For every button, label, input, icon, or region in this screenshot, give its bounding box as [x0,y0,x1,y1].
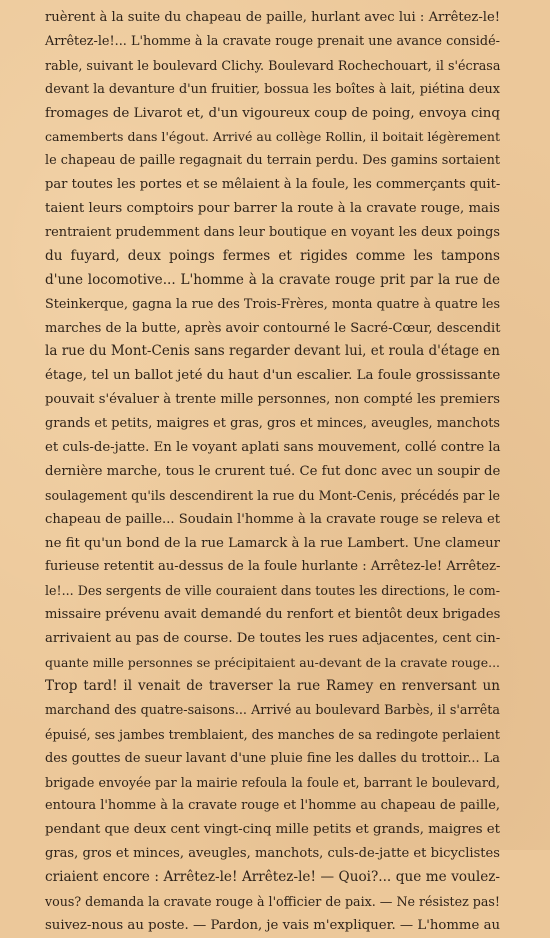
text-line-1: ruèrent à la suite du chapeau de paille, hurlant avec lui : Arrêtez-le! [45,10,500,25]
text-line-29: Trop tard! il venait de traverser la rue Ramey en renversant un [45,677,500,694]
text-line-16: étage, tel un ballot jeté du haut d'un escalier. La foule grossissante [45,368,501,384]
text-line-39: suivez-nous au poste. — Pardon, je vais m'expliquer. — L'homme au [45,917,500,933]
page-text-body [45,6,500,938]
text-line-5: fromages de Livarot et, d'un vigoureux coup de poing, envoya cinq [45,105,500,121]
text-line-30: marchand des quatre-saisons... Arrivé au boulevard Barbès, il s'arrêta [45,702,500,718]
text-line-32: des gouttes de sueur lavant d'une pluie fine les dalles du trottoir... La [45,750,500,766]
text-line-26: missaire prévenu avait demandé du renfort et bientôt deux brigades [45,607,501,623]
text-line-12: d'une locomotive... L'homme à la cravate rouge prit par la rue de [45,271,500,288]
text-line-2: Arrêtez-le!... L'homme à la cravate rouge prenait une avance considé- [45,33,500,49]
text-line-23: ne fit qu'un bond de la rue Lamarck à la rue Lambert. Une clameur [45,535,500,551]
text-line-35: pendant que deux cent vingt-cinq mille petits et grands, maigres et [45,822,500,838]
text-line-9: taient leurs comptoirs pour barrer la route à la cravate rouge, mais [45,201,500,217]
text-line-37: criaient encore : Arrêtez-le! Arrêtez-le! — Quoi?... que me voulez- [45,869,500,886]
text-line-8: par toutes les portes et se mêlaient à la foule, les commerçants quit- [45,177,501,193]
text-line-38: vous? demanda la cravate rouge à l'officier de paix. — Ne résistez pas! [45,893,500,909]
text-line-21: soulagement qu'ils descendirent la rue du Mont-Cenis, précédés par le [45,487,500,503]
text-line-28: quante mille personnes se précipitaient au-devant de la cravate rouge... [45,655,500,671]
text-line-4: devant la devanture d'un fruitier, bossua les boîtes à lait, piétina deux [45,81,500,97]
text-line-17: pouvait s'évaluer à trente mille personnes, non compté les premiers [45,392,500,408]
text-line-27: arrivaient au pas de course. De toutes les rues adjacentes, cent cin- [45,631,501,647]
text-line-25: le!... Des sergents de ville couraient dans toutes les directions, le com- [45,583,500,599]
text-line-19: et culs-de-jatte. En le voyant aplati sans mouvement, collé contre la [45,440,501,456]
text-line-10: rentraient prudemment dans leur boutique en voyant les deux poings [45,225,500,241]
text-line-20: dernière marche, tous le crurent tué. Ce fut donc avec un soupir de [45,463,501,479]
text-line-31: épuisé, ses jambes tremblaient, des manches de sa redingote perlaient [45,726,500,742]
text-line-18: grands et petits, maigres et gras, gros et minces, aveugles, manchots [45,416,500,432]
text-line-36: gras, gros et minces, aveugles, manchots, culs-de-jatte et bicyclistes [45,846,500,862]
text-line-24: furieuse retentit au-dessus de la foule hurlante : Arrêtez-le! Arrêtez- [45,559,501,575]
text-line-3: rable, suivant le boulevard Clichy. Boulevard Rochechouart, il s'écrasa [45,57,501,73]
text-line-11: du fuyard, deux poings fermes et rigides comme les tampons [45,247,500,264]
text-line-13: Steinkerque, gagna la rue des Trois-Frères, monta quatre à quatre les [45,296,500,312]
text-line-15: la rue du Mont-Cenis sans regarder devant lui, et roula d'étage en [45,343,500,360]
text-line-7: le chapeau de paille regagnait du terrain perdu. Des gamins sortaient [45,153,500,169]
text-line-33: brigade envoyée par la mairie refoula la foule et, barrant le boulevard, [45,774,500,790]
text-line-14: marches de la butte, après avoir contourné le Sacré-Cœur, descendit [45,320,501,336]
text-line-22: chapeau de paille... Soudain l'homme à la cravate rouge se releva et [45,511,500,527]
text-line-6: camemberts dans l'égout. Arrivé au collège Rollin, il boitait légèrement [45,129,500,145]
text-line-34: entoura l'homme à la cravate rouge et l'homme au chapeau de paille, [45,798,500,814]
